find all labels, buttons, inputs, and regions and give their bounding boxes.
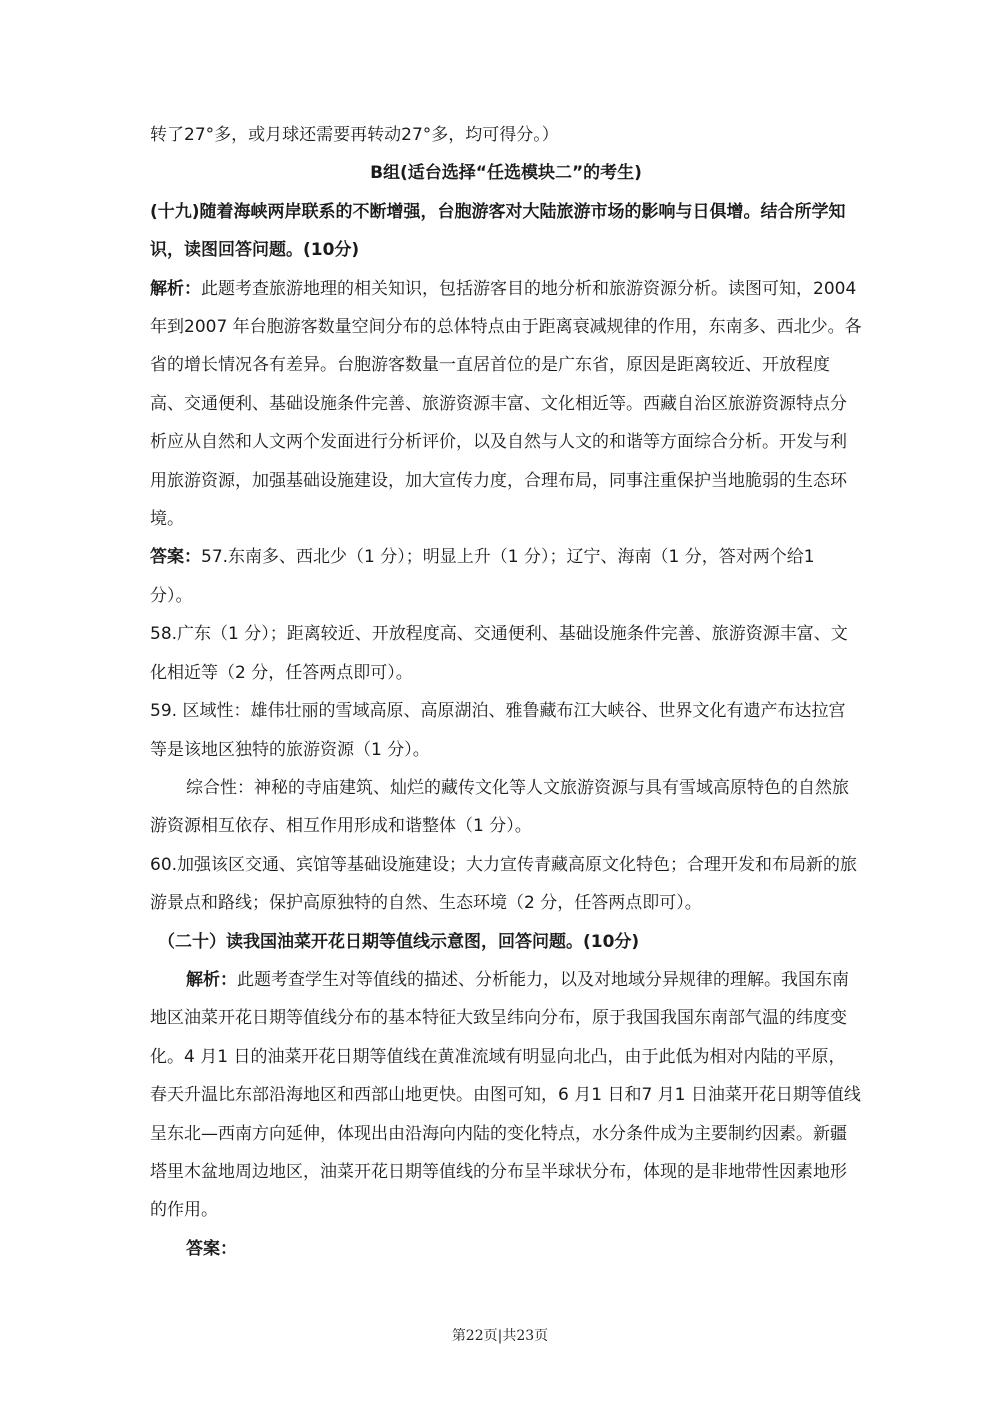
question-19-title: (十九)随着海峡两岸联系的不断增强，台胞游客对大陆旅游市场的影响与日俱增。结合所学知识，读图回答问题。(10分) — [150, 201, 846, 261]
answer-label: 答案： — [150, 547, 201, 568]
question-19-answer-58: 58.广东（1 分）；距离较近、开放程度高、交通便利、基础设施条件完善、旅游资源丰富、文化相近等（2 分，任答两点即可）。 — [150, 624, 848, 683]
document-body — [150, 116, 862, 1268]
group-b-heading: B组(适台选择“任选模块二”的考生) — [370, 163, 642, 184]
analysis-label: 解析： — [150, 278, 201, 299]
continuation-line: 转了27°多，或月球还需要再转动27°多，均可得分。） — [150, 125, 559, 145]
analysis-text: 此题考查旅游地理的相关知识，包括游客目的地分析和旅游资源分析。读图可知，2004 年到2007 年台胞游客数量空间分布的总体特点由于距离衰减规律的作用，东南多、西北少。各省的增长情况各有差异。台胞游客数量一直居首位的是广东省，原因是距离较近、开放程度高、交通便利、基础设施条件完善、旅游资源丰富、文化相近等。西藏自治区旅游资源特点分析应从自然和人文两个发面进行分析评价，以及自然与人文的和谐等方面综合分析。开发与利用旅游资源，加强基础设施建设，加大宣传力度，合理布局，同事注重保护当地脆弱的生态环境。 — [150, 278, 862, 530]
answer-57-text: 57.东南多、西北少（1 分）；明显上升（1 分）；辽宁、海南（1 分，答对两个给1 分）。 — [150, 547, 815, 606]
question-19-answer-59b: 综合性：神秘的寺庙建筑、灿烂的藏传文化等人文旅游资源与具有雪域高原特色的自然旅游资源相互依存、相互作用形成和谐整体（1 分）。 — [150, 777, 849, 837]
page-footer: 第22页|共23页 — [451, 1328, 549, 1344]
question-20-answer-label: 答案： — [186, 1238, 237, 1259]
question-19-answer-60: 60.加强该区交通、宾馆等基础设施建设；大力宣传青藏高原文化特色；合理开发和布局新的旅游景点和路线；保护高原独特的自然、生态环境（2 分，任答两点即可）。 — [150, 854, 858, 914]
question-19-answer-59a: 59. 区域性：雄伟壮丽的雪域高原、高原湖泊、雅鲁藏布江大峡谷、世界文化有遗产布达拉宫等是该地区独特的旅游资源（1 分）。 — [150, 701, 846, 760]
analysis-label: 解析： — [186, 969, 237, 990]
question-19-analysis — [150, 270, 862, 539]
analysis-text: 此题考查学生对等值线的描述、分析能力，以及对地域分异规律的理解。我国东南地区油菜开花日期等值线分布的基本特征大致呈纬向分布，原于我国我国东南部气温的纬度变化。4 月1 日的油菜开花日期等值线在黄准流域有明显向北凸，由于此低为相对内陆的平原，春天升温比东部沿海地区和西部山地更快。由图可知，6 月1 日和7 月1 日油菜开花日期等值线呈东北—西南方向延伸，体现出由沿海向内陆的变化特点，水分条件成为主要制约因素。新疆塔里木盆地周边地区，油菜开花日期等值线的分布呈半球状分布，体现的是非地带性因素地形的作用。 — [150, 969, 861, 1221]
question-20-title: （二十）读我国油菜开花日期等值线示意图，回答问题。(10分) — [158, 931, 640, 952]
question-20-analysis — [150, 961, 862, 1230]
question-19-answer-57 — [150, 538, 862, 615]
